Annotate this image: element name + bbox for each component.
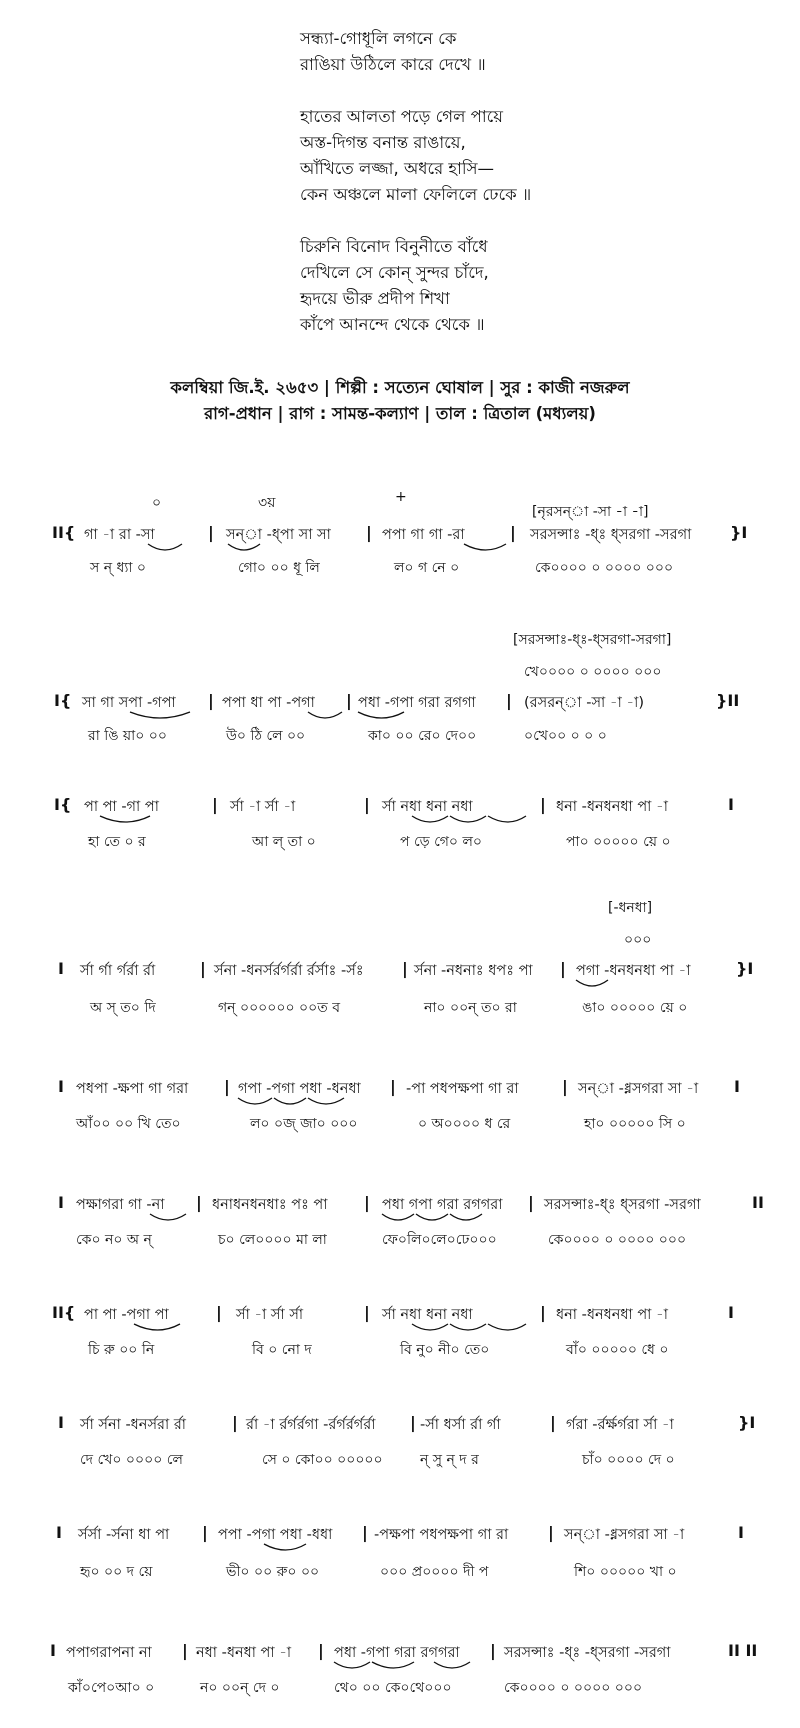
notation-measure: পক্ষাগরা গা -না [76, 1197, 165, 1213]
notation-measure: পপা ধা পা -পগা [222, 695, 315, 711]
notation-measure: পপা -পগা পধা -ধধা [218, 1527, 333, 1543]
slur-arc [372, 1662, 414, 1668]
bar-line: | [346, 691, 352, 710]
lyric-syllables: ল০ গ নে ০ [394, 560, 460, 576]
lyric-syllables: সে ০ কো০০ ০০০০০ [262, 1452, 383, 1468]
lyric-syllables: ০ অ০০০০ ধ রে [418, 1116, 511, 1132]
row-end-mark: I [728, 1303, 734, 1322]
slur-arc [150, 1214, 186, 1220]
slur-arc [274, 1098, 306, 1104]
row-start-mark: I [58, 1077, 64, 1096]
lyric-syllables: দে খে০ ০০০০ লে [80, 1452, 183, 1468]
bar-line: | [208, 691, 214, 710]
bar-line: | [410, 1413, 416, 1432]
lyric-syllables: ঙা০ ০০০০০ য়ে ০ [582, 1000, 688, 1016]
bar-line: | [550, 1413, 556, 1432]
bar-line: | [202, 1523, 208, 1542]
lyric-syllables: কে০০০০ ০ ০০০০ ০০০ [504, 1680, 643, 1696]
lyric-syllables: কে০০০০ ০ ০০০০ ০০০ [548, 1232, 687, 1248]
lyric-line: হৃদয়ে ভীরু প্রদীপ শিখা [300, 289, 450, 308]
notation-measure: পধা -গপা গরা রগগরা [334, 1645, 460, 1661]
lyric-syllables: প ড়ে গে০ ল০ [400, 834, 483, 850]
slur-arc [450, 1214, 482, 1220]
notation-measure: র্সা -া র্সা র্সা [236, 1307, 304, 1323]
lyric-syllables: কে০০০০ ০ ০০০০ ০০০ [535, 560, 674, 576]
notation-measure: র্সা নধা ধনা নধা [382, 799, 473, 815]
row-start-mark: I [58, 959, 64, 978]
lyric-syllables: আঁ০০ ০০ খি তে০ [76, 1116, 181, 1132]
notation-measure: গা -া রা -সা [84, 527, 155, 543]
row-start-mark: I [50, 1641, 56, 1660]
row-end-mark: }I [736, 959, 754, 978]
notation-measure: র্সা নধা ধনা নধা [382, 1307, 473, 1323]
lyric-syllables: গো০ ০০ ধূ লি [238, 560, 320, 576]
row-end-mark: I [728, 795, 734, 814]
lyric-syllables: ০০০ প্র০০০০ দী প [380, 1564, 489, 1580]
slur-arc [416, 1214, 448, 1220]
notation-measure: ধনা -ধনধনধা পা -া [556, 799, 668, 815]
bar-line: | [364, 1303, 370, 1322]
lyric-syllables: চাঁ০ ০০০০ দে ০ [582, 1452, 675, 1468]
lyric-syllables: উ০ ঠি লে ০০ [226, 728, 306, 744]
lyric-syllables: গন্ ০০০০০০ ০০ত ব [218, 1000, 341, 1016]
lyric-syllables: চি রু ০০ নি [88, 1342, 155, 1358]
notation-measure: পগা -ধনধনধা পা -া [576, 963, 691, 979]
slur-arc [308, 1098, 344, 1104]
notation-measure: র্রা -া র্রর্গর্রগা -র্রর্গর্রর্গর্রা [246, 1417, 376, 1433]
row-start-mark: I{ [54, 691, 72, 710]
bar-line: | [548, 1523, 554, 1542]
slur-arc [450, 816, 486, 822]
lyric-syllables: ০খে০০ ০ ০ ০ [524, 728, 607, 744]
notation-measure: র্সনা -নধনাঃ ধপঃ পা [414, 963, 533, 979]
lyric-syllables: পা০ ০০০০০ য়ে ০ [566, 834, 671, 850]
bar-line: | [402, 959, 408, 978]
lyric-syllables: হা০ ০০০০০ সি ০ [584, 1116, 686, 1132]
record-info-line-1: কলম্বিয়া জি.ই. ২৬৫৩ | শিল্পী : সত্যেন ঘোষাল | সুর : কাজী নজরুল [170, 378, 630, 397]
bar-line: | [216, 1303, 222, 1322]
lyric-syllables: না০ ০০ন্ ত০ রা [424, 1000, 517, 1016]
lyric-syllables: ভী০ ০০ রু০ ০০ [226, 1564, 320, 1580]
notation-measure: পধপা -ক্ষপা গা গরা [76, 1081, 189, 1097]
row-end-mark: II [752, 1193, 764, 1212]
notation-measure: -পক্ষপা পধপক্ষপা গা রা [374, 1527, 509, 1543]
bar-line: | [182, 1641, 188, 1660]
row-start-mark: I [58, 1413, 64, 1432]
slur-arc [308, 712, 342, 718]
slur-arc [412, 1324, 448, 1330]
lyric-syllables: হৃ০ ০০ দ য়ে [80, 1564, 153, 1580]
tala-mark-third: + [395, 489, 407, 505]
notation-measure: ধনাধনধনধাঃ পঃ পা [212, 1197, 328, 1213]
lyric-syllables: রা ঙি য়া০ ০০ [88, 728, 167, 744]
lyric-syllables: আ ল্ তা ০ [252, 834, 316, 850]
row-end-mark: I [738, 1523, 744, 1542]
notation-measure: র্সনা -ধনর্সর্রর্গর্রা র্রর্সাঃ -র্সঃ [214, 963, 364, 979]
slur-arc [464, 544, 506, 550]
bar-line: | [224, 1077, 230, 1096]
slur-arc [488, 816, 526, 822]
alt-phrase-lyric: ০০০ [624, 932, 652, 948]
lyric-syllables: থে০ ০০ কে০থে০০০ [334, 1680, 452, 1696]
slur-arc [228, 544, 260, 550]
notation-measure: সন্া -ধ্পা সা সা [226, 527, 331, 543]
slur-arc [412, 816, 448, 822]
lyric-line: আঁখিতে লজ্জা, অধরে হাসি— [300, 159, 495, 178]
lyric-line: অস্ত-দিগন্ত বনান্ত রাঙায়ে, [300, 133, 466, 152]
lyric-line: সন্ধ্যা-গোধূলি লগনে কে [300, 29, 457, 48]
notation-measure: র্সা র্গা র্গর্রা র্রা [80, 963, 156, 979]
bar-line: | [528, 1193, 534, 1212]
lyric-line: চিরুনি বিনোদ বিনুনীতে বাঁধে [300, 237, 488, 256]
row-start-mark: I [58, 1193, 64, 1212]
alt-phrase-lyric: খে০০০০ ০ ০০০০ ০০০ [524, 664, 662, 680]
lyric-line: কেন অঞ্চলে মালা ফেলিলে ঢেকে ॥ [300, 185, 532, 204]
lyric-syllables: বি নু০ নী০ তে০ [400, 1342, 490, 1358]
row-end-mark: I [734, 1077, 740, 1096]
lyric-syllables: কাঁ০পে০আ০ ০ [68, 1680, 155, 1696]
lyric-syllables: কা০ ০০ রে০ দে০০ [368, 728, 477, 744]
lyric-line: দেখিলে সে কোন্ সুন্দর চাঁদে, [300, 263, 489, 282]
tala-mark-first: ০ [152, 495, 162, 511]
bar-line: | [490, 1641, 496, 1660]
alt-phrase-annotation: [-ধনধা] [608, 900, 653, 916]
lyric-syllables: স ন্ ধ্যা ০ [90, 560, 147, 576]
bar-line: | [318, 1641, 324, 1660]
row-start-mark: II{ [52, 523, 76, 542]
notation-measure: পা পা -গা পা [84, 799, 159, 815]
slur-arc [488, 1324, 526, 1330]
slur-arc [358, 712, 404, 718]
notation-measure: র্সা -া র্সা -া [230, 799, 296, 815]
row-start-mark: I{ [54, 795, 72, 814]
slur-arc [238, 1098, 272, 1104]
bar-line: | [232, 1413, 238, 1432]
bar-line: | [560, 959, 566, 978]
slur-arc [130, 712, 190, 718]
notation-measure: র্গরা -র্রর্ক্ষর্গরা র্সা -া [566, 1417, 674, 1433]
notation-measure: পধা গপা গরা রগগরা [382, 1197, 503, 1213]
notation-measure: সা গা সপা -গপা [82, 695, 176, 711]
slur-arc [148, 544, 182, 550]
alt-phrase-annotation: [সরসন্সাঃ-ধ্ঃ-ধ্সরগা-সরগা] [513, 632, 672, 648]
bar-line: | [196, 1193, 202, 1212]
lyric-syllables: শি০ ০০০০০ খা ০ [574, 1564, 677, 1580]
bar-line: | [208, 523, 214, 542]
slur-arc [134, 1324, 180, 1330]
lyric-syllables: ন০ ০০ন্ দে ০ [200, 1680, 280, 1696]
notation-measure: সরসন্সাঃ -ধ্ঃ -ধ্সরগা -সরগা [504, 1645, 671, 1661]
notation-measure: নধা -ধনধা পা -া [196, 1645, 292, 1661]
notation-measure: সন্া -ধ্নসগরা সা -া [564, 1527, 685, 1543]
row-end-mark: }I [738, 1413, 756, 1432]
notation-measure: গপা -পগা পধা -ধনধা [238, 1081, 361, 1097]
row-end-mark: }II [716, 691, 740, 710]
lyric-syllables: বাঁ০ ০০০০০ ধে ০ [566, 1342, 669, 1358]
bar-line: | [362, 1523, 368, 1542]
lyric-syllables: ফে০লি০লে০ঢে০০০ [382, 1232, 497, 1248]
bar-line: | [562, 1077, 568, 1096]
notation-measure: (রসরন্া -সা -া -া) [524, 695, 644, 711]
lyric-syllables: অ স্ ত০ দি [90, 1000, 156, 1016]
bar-line: | [212, 795, 218, 814]
bar-line: | [200, 959, 206, 978]
notation-measure: সরসন্সাঃ-ধ্ঃ ধ্সরগা -সরগা [544, 1197, 701, 1213]
alt-phrase-annotation: [নৃরসন্া -সা -া -া] [532, 504, 649, 520]
row-end-mark: II II [728, 1641, 758, 1660]
bar-line: | [366, 523, 372, 542]
lyric-syllables: হা তে ০ র [88, 834, 146, 850]
notation-measure: র্সা র্সনা -ধনর্সরা র্রা [80, 1417, 187, 1433]
bar-line: | [364, 1193, 370, 1212]
tala-mark-second: ৩য় [258, 495, 276, 511]
notation-measure: সন্া -ধ্নসগরা সা -া [578, 1081, 699, 1097]
row-end-mark: }I [730, 523, 748, 542]
lyric-syllables: বি ০ নো দ [252, 1342, 312, 1358]
lyric-syllables: ন্ সু ন্ দ র [420, 1452, 479, 1468]
bar-line: | [540, 795, 546, 814]
slur-arc [450, 1324, 486, 1330]
slur-arc [334, 1662, 370, 1668]
bar-line: | [540, 1303, 546, 1322]
record-info-line-2: রাগ-প্রধান | রাগ : সামন্ত-কল্যাণ | তাল : ত্রিতাল (মধ্যলয়) [204, 404, 596, 423]
slur-arc [434, 1662, 470, 1668]
notation-measure: সরসন্সাঃ -ধ্ঃ ধ্সরগা -সরগা [530, 527, 692, 543]
slur-arc [382, 1214, 414, 1220]
lyric-line: হাতের আলতা পড়ে গেল পায়ে [300, 107, 503, 126]
lyric-syllables: ল০ ০জ্ জা০ ০০০ [250, 1116, 358, 1132]
slur-arc [100, 816, 150, 822]
lyric-syllables: কে০ ন০ অ ন্ [76, 1232, 152, 1248]
bar-line: | [390, 1077, 396, 1096]
notation-measure: পধা -গপা গরা রগগা [358, 695, 476, 711]
notation-measure: ধনা -ধনধনধা পা -া [556, 1307, 668, 1323]
slur-arc [576, 980, 608, 986]
notation-measure: পপাগরাপনা না [66, 1645, 152, 1661]
bar-line: | [506, 691, 512, 710]
notation-measure: -পা পধপক্ষপা গা রা [406, 1081, 519, 1097]
row-start-mark: II{ [52, 1303, 76, 1322]
notation-measure: পপা গা গা -রা [382, 527, 465, 543]
lyric-line: কাঁপে আনন্দে থেকে থেকে ॥ [300, 315, 485, 334]
slur-arc [264, 1544, 306, 1550]
row-start-mark: I [56, 1523, 62, 1542]
lyric-line: রাঙিয়া উঠিলে কারে দেখে ॥ [300, 55, 486, 74]
lyric-syllables: চ০ লে০০০০ মা লা [218, 1232, 327, 1248]
bar-line: | [510, 523, 516, 542]
notation-measure: -র্সা ধর্সা র্রা র্গা [420, 1417, 501, 1433]
bar-line: | [364, 795, 370, 814]
notation-measure: র্সর্সা -র্সনা ধা পা [78, 1527, 170, 1543]
notation-measure: পা পা -পগা পা [84, 1307, 169, 1323]
